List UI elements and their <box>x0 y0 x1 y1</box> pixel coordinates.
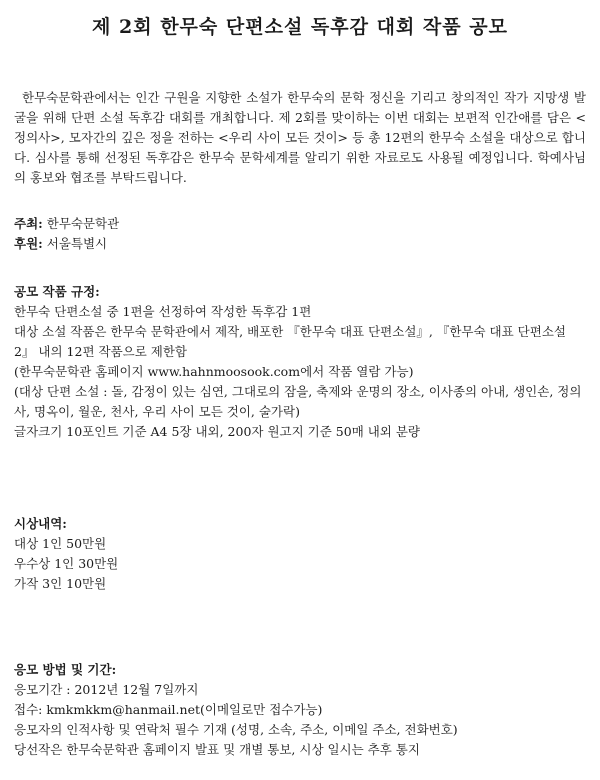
application-heading: 응모 방법 및 기간: <box>14 662 117 677</box>
prizes-section <box>14 514 586 594</box>
rules-section <box>14 282 586 442</box>
rules-line-3: (한무숙문학관 홈페이지 www.hahnmoosook.com에서 작품 열람 가능) <box>14 364 414 379</box>
submit-label: 접수: <box>14 702 47 717</box>
prizes-heading: 시상내역: <box>14 516 67 531</box>
rules-line-2: 대상 소설 작품은 한무숙 문학관에서 제작, 배포한 『한무숙 대표 단편소설』, 『한무숙 대표 단편소설2』 내의 12편 작품으로 제한함 <box>14 324 566 359</box>
prize-item: 가작 3인 10만원 <box>14 576 107 591</box>
organizer-section <box>14 214 586 254</box>
sponsor-label: 후원: <box>14 236 43 251</box>
rules-heading: 공모 작품 규정: <box>14 284 100 299</box>
host-line <box>14 214 586 234</box>
application-line-4: 당선작은 한무숙문학관 홈페이지 발표 및 개별 통보, 시상 일시는 추후 통지 <box>14 742 420 757</box>
rules-line-4: (대상 단편 소설 : 돌, 감정이 있는 심연, 그대로의 잠을, 축제와 운명의 장소, 이사종의 아내, 생인손, 정의사, 명옥이, 월운, 천사, 우리 사이 모든 것이, 술가락) <box>14 384 582 419</box>
rules-line-5: 글자크기 10포인트 기준 A4 5장 내외, 200자 원고지 기준 50매 내외 분량 <box>14 424 421 439</box>
application-line-3: 응모자의 인적사항 및 연락처 필수 기재 (성명, 소속, 주소, 이메일 주소, 전화번호) <box>14 722 458 737</box>
sponsor-value: 서울특별시 <box>42 236 108 251</box>
period-line <box>14 680 586 700</box>
application-section <box>14 660 586 760</box>
rules-line-1: 한무숙 단편소설 중 1편을 선정하여 작성한 독후감 1편 <box>14 304 312 319</box>
sponsor-line <box>14 234 586 254</box>
page-title: 제 2회 한무숙 단편소설 독후감 대회 작품 공모 <box>92 16 508 38</box>
period-value: 2012년 12월 7일까지 <box>74 682 199 697</box>
prize-item: 대상 1인 50만원 <box>14 536 107 551</box>
submit-line <box>14 700 586 720</box>
submit-value: kmkmkkm@hanmail.net(이메일로만 접수가능) <box>46 702 323 717</box>
period-label: 응모기간 : <box>14 682 75 697</box>
host-label: 주최: <box>14 216 43 231</box>
intro-paragraph: 한무숙문학관에서는 인간 구원을 지향한 소설가 한무숙의 문학 정신을 기리고 창의적인 작가 지망생 발굴을 위해 단편 소설 독후감 대회를 개최합니다. 제 2회를 맞이하는 이번 대회는 보편적 인간애를 담은 <정의사>, 모자간의 깊은 정을 전하는 <우리 사이 모든 것이> 등 총 12편의 한무숙 소설을 대상으로 합니다. 심사를 통해 선정된 독후감은 한무숙 문학세계를 알리기 위한 자료로도 사용될 예정입니다. 학예사님의 홍보와 협조를 부탁드립니다. <box>14 90 586 185</box>
prize-item: 우수상 1인 30만원 <box>14 556 119 571</box>
host-value: 한무숙문학관 <box>42 216 120 231</box>
